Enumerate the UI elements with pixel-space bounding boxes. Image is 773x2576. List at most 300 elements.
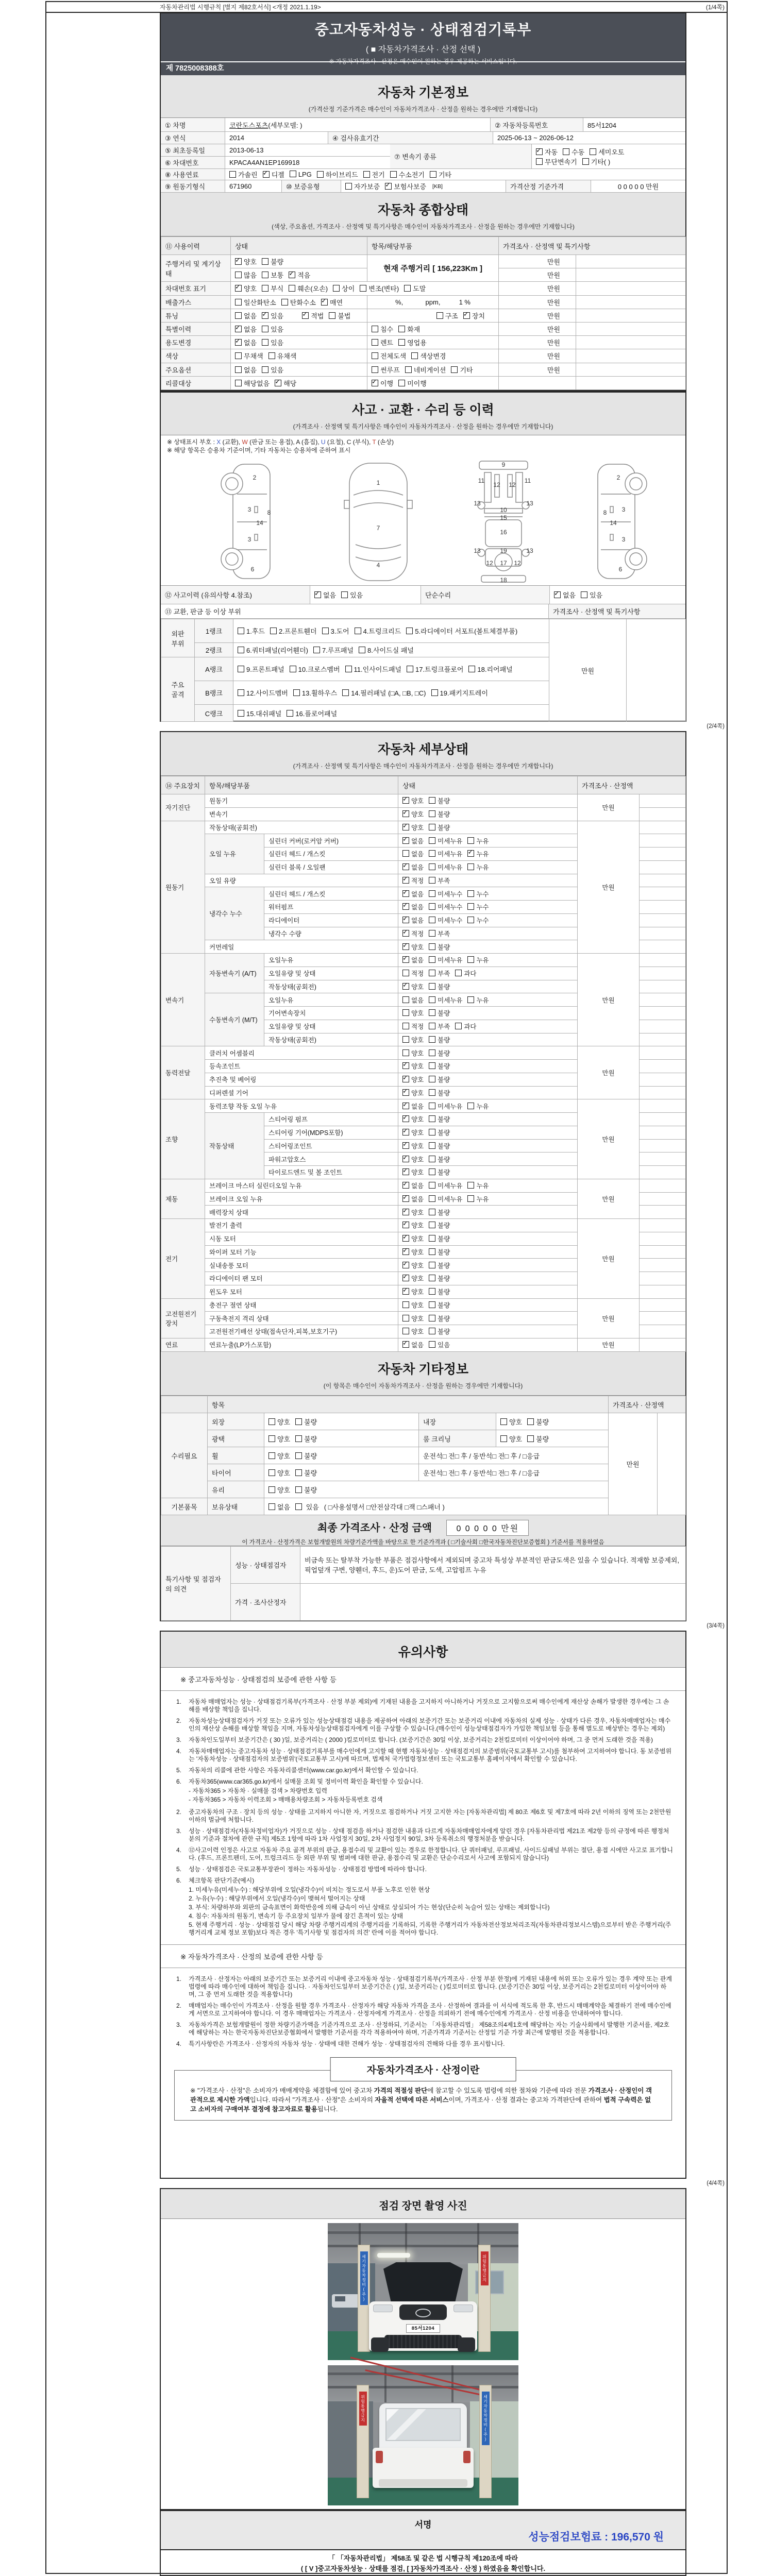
- unchecked-box-icon[interactable]: [290, 666, 296, 672]
- checkbox-option[interactable]: 양호: [500, 1434, 522, 1444]
- unchecked-box-icon[interactable]: [402, 1023, 409, 1029]
- checkbox-option[interactable]: 부족: [429, 876, 450, 885]
- unchecked-box-icon[interactable]: [390, 171, 397, 178]
- checkbox-option[interactable]: ✓ 없음: [402, 1181, 424, 1190]
- checkbox-option[interactable]: 일산화탄소: [235, 297, 276, 307]
- checkbox-option[interactable]: ✓ 양호: [402, 942, 424, 952]
- unchecked-box-icon[interactable]: [295, 1418, 302, 1425]
- checked-box-icon[interactable]: [402, 890, 409, 897]
- checked-box-icon[interactable]: [321, 299, 328, 306]
- checkbox-option[interactable]: 17.트렁크플로어: [407, 664, 463, 674]
- unchecked-box-icon[interactable]: [429, 1156, 435, 1162]
- unchecked-box-icon[interactable]: [341, 591, 348, 598]
- checkbox-option[interactable]: ✓ 양호: [402, 1075, 424, 1084]
- checkbox-option[interactable]: 양호: [500, 1417, 522, 1427]
- unchecked-box-icon[interactable]: [429, 1315, 435, 1321]
- unchecked-box-icon[interactable]: [402, 1049, 409, 1056]
- checkbox-option[interactable]: 누유: [467, 836, 489, 845]
- unchecked-box-icon[interactable]: [289, 285, 295, 292]
- checkbox-option[interactable]: LPG: [290, 171, 312, 178]
- checkbox-option[interactable]: ✓ 양호: [402, 1141, 424, 1150]
- unchecked-box-icon[interactable]: [429, 890, 435, 897]
- unchecked-box-icon[interactable]: [238, 689, 244, 696]
- checked-box-icon[interactable]: [402, 1288, 409, 1295]
- checkbox-option[interactable]: 불량: [429, 942, 450, 952]
- checkbox-option[interactable]: 불량: [429, 1088, 450, 1097]
- checked-box-icon[interactable]: [235, 285, 242, 292]
- checkbox-option[interactable]: 불량: [429, 1141, 450, 1150]
- unchecked-box-icon[interactable]: [429, 877, 435, 884]
- checked-box-icon[interactable]: [235, 258, 242, 265]
- checkbox-option[interactable]: 불량: [262, 257, 283, 266]
- checked-box-icon[interactable]: [402, 917, 409, 923]
- unchecked-box-icon[interactable]: [268, 1486, 275, 1493]
- checkbox-option[interactable]: 불량: [429, 1167, 450, 1177]
- unchecked-box-icon[interactable]: [467, 1103, 474, 1109]
- checkbox-option[interactable]: 누유: [467, 955, 489, 964]
- checkbox-option[interactable]: 불량: [429, 1048, 450, 1058]
- unchecked-box-icon[interactable]: [467, 917, 474, 923]
- unchecked-box-icon[interactable]: [342, 689, 349, 696]
- checkbox-option[interactable]: 전체도색: [372, 351, 406, 361]
- checkbox-option[interactable]: 유채색: [268, 351, 297, 361]
- checkbox-option[interactable]: 누유: [467, 862, 489, 872]
- checkbox-option[interactable]: 적정: [402, 969, 424, 978]
- unchecked-box-icon[interactable]: [360, 285, 366, 292]
- unchecked-box-icon[interactable]: [429, 1262, 435, 1268]
- unchecked-box-icon[interactable]: [429, 943, 435, 950]
- unchecked-box-icon[interactable]: [402, 1328, 409, 1334]
- unchecked-box-icon[interactable]: [262, 339, 268, 346]
- checkbox-option[interactable]: 미세누유: [429, 1194, 462, 1204]
- checkbox-option[interactable]: 양호: [402, 1300, 424, 1310]
- checkbox-option[interactable]: 불량: [429, 1061, 450, 1071]
- checkbox-option[interactable]: 불량: [429, 1234, 450, 1243]
- checkbox-option[interactable]: ✓ 양호: [402, 1247, 424, 1257]
- checkbox-option[interactable]: 도말: [404, 283, 426, 293]
- checkbox-option[interactable]: 불량: [429, 1314, 450, 1323]
- checkbox-option[interactable]: 미세누유: [429, 995, 462, 1005]
- checkbox-option[interactable]: 부족: [429, 969, 450, 978]
- checked-box-icon[interactable]: [402, 1076, 409, 1082]
- checkbox-option[interactable]: 썬루프: [372, 365, 400, 375]
- checkbox-option[interactable]: ✓ 양호: [402, 1155, 424, 1164]
- unchecked-box-icon[interactable]: [429, 1089, 435, 1096]
- checkbox-option[interactable]: 전기: [363, 170, 385, 179]
- checkbox-option[interactable]: 불량: [527, 1417, 549, 1427]
- checkbox-option[interactable]: 화재: [398, 324, 420, 334]
- checkbox-option[interactable]: ✓ 있음: [262, 311, 283, 320]
- checked-box-icon[interactable]: [402, 903, 409, 910]
- checkbox-option[interactable]: ✓ 양호: [402, 796, 424, 805]
- unchecked-box-icon[interactable]: [268, 1469, 275, 1476]
- checkbox-option[interactable]: 구조: [436, 311, 458, 320]
- checked-box-icon[interactable]: [402, 983, 409, 990]
- checkbox-option[interactable]: ✓ 디젤: [263, 170, 284, 179]
- checkbox-option[interactable]: 불량: [429, 1261, 450, 1270]
- checked-box-icon[interactable]: [402, 877, 409, 884]
- unchecked-box-icon[interactable]: [429, 1248, 435, 1255]
- checkbox-option[interactable]: 부족: [429, 1022, 450, 1031]
- checkbox-option[interactable]: ✓ 양호: [402, 1274, 424, 1283]
- checked-box-icon[interactable]: [402, 1142, 409, 1149]
- checkbox-option[interactable]: 없음: [268, 1502, 290, 1512]
- checkbox-option[interactable]: 보통: [262, 270, 283, 280]
- checked-box-icon[interactable]: [402, 1209, 409, 1215]
- checked-box-icon[interactable]: [402, 943, 409, 950]
- checkbox-option[interactable]: 3.도어: [322, 626, 349, 636]
- checkbox-option[interactable]: 불량: [429, 1247, 450, 1257]
- unchecked-box-icon[interactable]: [451, 366, 458, 373]
- unchecked-box-icon[interactable]: [405, 366, 412, 373]
- checkbox-option[interactable]: 영업용: [398, 337, 427, 347]
- unchecked-box-icon[interactable]: [590, 148, 596, 155]
- unchecked-box-icon[interactable]: [563, 148, 569, 155]
- checkbox-option[interactable]: ✓ 양호: [402, 1128, 424, 1137]
- checkbox-option[interactable]: 누유: [467, 1181, 489, 1190]
- unchecked-box-icon[interactable]: [429, 956, 435, 963]
- unchecked-box-icon[interactable]: [500, 1418, 507, 1425]
- checkbox-option[interactable]: 많음: [235, 270, 257, 280]
- unchecked-box-icon[interactable]: [235, 366, 242, 373]
- unchecked-box-icon[interactable]: [295, 1452, 302, 1459]
- checkbox-option[interactable]: ✓ 양호: [402, 1261, 424, 1270]
- unchecked-box-icon[interactable]: [429, 1023, 435, 1029]
- unchecked-box-icon[interactable]: [429, 1103, 435, 1109]
- unchecked-box-icon[interactable]: [581, 591, 587, 598]
- checkbox-option[interactable]: ✓ 없음: [235, 324, 257, 334]
- checkbox-option[interactable]: 부족: [429, 929, 450, 938]
- unchecked-box-icon[interactable]: [329, 312, 335, 319]
- checkbox-option[interactable]: 세미오토: [590, 147, 624, 157]
- checkbox-option[interactable]: 6.쿼터패널(리어휀더): [238, 645, 308, 655]
- unchecked-box-icon[interactable]: [467, 837, 474, 844]
- checkbox-option[interactable]: 양호: [402, 1035, 424, 1044]
- checkbox-option[interactable]: 네비게이션: [405, 365, 446, 375]
- unchecked-box-icon[interactable]: [429, 970, 435, 976]
- checkbox-option[interactable]: ✓ 양호: [402, 1208, 424, 1217]
- checkbox-option[interactable]: 있음: [581, 590, 602, 600]
- unchecked-box-icon[interactable]: [429, 1341, 435, 1348]
- checked-box-icon[interactable]: [402, 930, 409, 937]
- checked-box-icon[interactable]: [536, 148, 543, 155]
- unchecked-box-icon[interactable]: [322, 628, 329, 634]
- unchecked-box-icon[interactable]: [467, 863, 474, 870]
- unchecked-box-icon[interactable]: [402, 850, 409, 857]
- unchecked-box-icon[interactable]: [431, 689, 438, 696]
- checked-box-icon[interactable]: [402, 824, 409, 831]
- checkbox-option[interactable]: ✓ 이행: [372, 378, 393, 388]
- checkbox-option[interactable]: 과다: [455, 1022, 476, 1031]
- checkbox-option[interactable]: 누유: [467, 1101, 489, 1111]
- checkbox-option[interactable]: 불량: [429, 1114, 450, 1124]
- checkbox-option[interactable]: 양호: [268, 1485, 290, 1495]
- checkbox-option[interactable]: 미세누유: [429, 1181, 462, 1190]
- unchecked-box-icon[interactable]: [262, 258, 268, 265]
- unchecked-box-icon[interactable]: [262, 272, 268, 278]
- unchecked-box-icon[interactable]: [295, 1469, 302, 1476]
- checkbox-option[interactable]: ✓ 적정: [402, 929, 424, 938]
- unchecked-box-icon[interactable]: [355, 628, 361, 634]
- unchecked-box-icon[interactable]: [290, 171, 296, 177]
- checkbox-option[interactable]: 미세누유: [429, 836, 462, 845]
- unchecked-box-icon[interactable]: [429, 824, 435, 831]
- checkbox-option[interactable]: 적정: [402, 1022, 424, 1031]
- checked-box-icon[interactable]: [402, 810, 409, 817]
- checkbox-option[interactable]: 있음: [429, 1340, 450, 1349]
- unchecked-box-icon[interactable]: [429, 837, 435, 844]
- unchecked-box-icon[interactable]: [398, 380, 405, 386]
- checkbox-option[interactable]: 양호: [402, 1314, 424, 1323]
- unchecked-box-icon[interactable]: [467, 996, 474, 1003]
- checkbox-option[interactable]: 미세누유: [429, 862, 462, 872]
- checkbox-option[interactable]: ✓ 적법: [302, 311, 324, 320]
- unchecked-box-icon[interactable]: [295, 1435, 302, 1442]
- checked-box-icon[interactable]: [289, 272, 295, 278]
- checkbox-option[interactable]: ✓ 양호: [235, 283, 257, 293]
- unchecked-box-icon[interactable]: [238, 710, 244, 717]
- checkbox-option[interactable]: 가솔린: [229, 170, 258, 179]
- unchecked-box-icon[interactable]: [262, 285, 268, 292]
- checkbox-option[interactable]: ✓ 없음: [402, 1340, 424, 1349]
- unchecked-box-icon[interactable]: [235, 312, 242, 319]
- checkbox-option[interactable]: 불량: [295, 1417, 317, 1427]
- checkbox-option[interactable]: 불량: [429, 1075, 450, 1084]
- unchecked-box-icon[interactable]: [402, 1009, 409, 1016]
- unchecked-box-icon[interactable]: [363, 171, 370, 178]
- checkbox-option[interactable]: ✓ 없음: [402, 902, 424, 911]
- unchecked-box-icon[interactable]: [398, 339, 405, 346]
- checkbox-option[interactable]: ✓ 매연: [321, 297, 343, 307]
- checkbox-option[interactable]: ✓ 없음: [554, 590, 576, 600]
- checked-box-icon[interactable]: [402, 1103, 409, 1109]
- checkbox-option[interactable]: 부식: [262, 283, 283, 293]
- unchecked-box-icon[interactable]: [430, 171, 436, 178]
- checkbox-option[interactable]: ✓ 해당: [275, 378, 296, 388]
- unchecked-box-icon[interactable]: [262, 326, 268, 332]
- checkbox-option[interactable]: 누유: [467, 995, 489, 1005]
- unchecked-box-icon[interactable]: [372, 352, 378, 359]
- checkbox-option[interactable]: ✓ 없음: [402, 1101, 424, 1111]
- checked-box-icon[interactable]: [385, 183, 392, 190]
- checkbox-option[interactable]: 있음: [262, 365, 283, 375]
- checkbox-option[interactable]: ✓ 양호: [402, 1114, 424, 1124]
- unchecked-box-icon[interactable]: [527, 1435, 534, 1442]
- checkbox-option[interactable]: 색상변경: [411, 351, 446, 361]
- checkbox-option[interactable]: ✓ 없음: [314, 590, 336, 600]
- unchecked-box-icon[interactable]: [500, 1435, 507, 1442]
- checked-box-icon[interactable]: [463, 312, 470, 319]
- unchecked-box-icon[interactable]: [268, 1435, 275, 1442]
- checkbox-option[interactable]: 미세누수: [429, 916, 462, 925]
- unchecked-box-icon[interactable]: [429, 917, 435, 923]
- checkbox-option[interactable]: 있음: [341, 590, 363, 600]
- checkbox-option[interactable]: 변조(변타): [360, 283, 399, 293]
- checked-box-icon[interactable]: [402, 1248, 409, 1255]
- unchecked-box-icon[interactable]: [281, 299, 288, 306]
- unchecked-box-icon[interactable]: [429, 1235, 435, 1242]
- checkbox-option[interactable]: 불량: [429, 1274, 450, 1283]
- unchecked-box-icon[interactable]: [372, 326, 378, 332]
- checkbox-option[interactable]: 없음: [235, 365, 257, 375]
- checked-box-icon[interactable]: [235, 339, 242, 346]
- unchecked-box-icon[interactable]: [270, 628, 277, 634]
- unchecked-box-icon[interactable]: [467, 903, 474, 910]
- unchecked-box-icon[interactable]: [582, 158, 589, 165]
- unchecked-box-icon[interactable]: [429, 1049, 435, 1056]
- checkbox-option[interactable]: 불량: [429, 809, 450, 819]
- checkbox-option[interactable]: 불량: [429, 1221, 450, 1230]
- checked-box-icon[interactable]: [275, 380, 281, 386]
- unchecked-box-icon[interactable]: [468, 666, 475, 672]
- checkbox-option[interactable]: 11.인사이드패널: [345, 664, 401, 674]
- unchecked-box-icon[interactable]: [455, 970, 462, 976]
- unchecked-box-icon[interactable]: [429, 1036, 435, 1043]
- unchecked-box-icon[interactable]: [268, 352, 275, 359]
- unchecked-box-icon[interactable]: [295, 1486, 302, 1493]
- checkbox-option[interactable]: ✓ 양호: [402, 982, 424, 991]
- checked-box-icon[interactable]: [372, 380, 378, 386]
- checkbox-option[interactable]: ✓ 양호: [402, 1167, 424, 1177]
- unchecked-box-icon[interactable]: [429, 1115, 435, 1122]
- unchecked-box-icon[interactable]: [429, 797, 435, 804]
- checkbox-option[interactable]: 15.대쉬패널: [238, 708, 281, 718]
- checked-box-icon[interactable]: [554, 591, 561, 598]
- checkbox-option[interactable]: ✓ 없음: [402, 836, 424, 845]
- checkbox-option[interactable]: 기타: [430, 170, 451, 179]
- unchecked-box-icon[interactable]: [293, 689, 300, 696]
- checkbox-option[interactable]: 수소전기: [390, 170, 425, 179]
- checkbox-option[interactable]: 누수: [467, 916, 489, 925]
- checkbox-option[interactable]: ✓ 없음: [235, 337, 257, 347]
- unchecked-box-icon[interactable]: [429, 1301, 435, 1308]
- unchecked-box-icon[interactable]: [313, 647, 320, 653]
- checkbox-option[interactable]: 19.패키지트레이: [431, 688, 488, 698]
- unchecked-box-icon[interactable]: [235, 299, 242, 306]
- unchecked-box-icon[interactable]: [402, 1036, 409, 1043]
- checked-box-icon[interactable]: [402, 1262, 409, 1268]
- unchecked-box-icon[interactable]: [467, 956, 474, 963]
- checked-box-icon[interactable]: [402, 1195, 409, 1202]
- checkbox-option[interactable]: 불량: [295, 1485, 317, 1495]
- unchecked-box-icon[interactable]: [406, 628, 413, 634]
- checked-box-icon[interactable]: [402, 1156, 409, 1162]
- unchecked-box-icon[interactable]: [295, 1503, 302, 1510]
- checked-box-icon[interactable]: [402, 1235, 409, 1242]
- checked-box-icon[interactable]: [402, 863, 409, 870]
- checkbox-option[interactable]: 훼손(오손): [289, 283, 328, 293]
- checkbox-option[interactable]: ✓ 양호: [402, 1221, 424, 1230]
- unchecked-box-icon[interactable]: [467, 1195, 474, 1202]
- checkbox-option[interactable]: 불량: [295, 1451, 317, 1461]
- checked-box-icon[interactable]: [402, 1341, 409, 1348]
- unchecked-box-icon[interactable]: [536, 158, 543, 165]
- checkbox-option[interactable]: ✓ 장치: [463, 311, 485, 320]
- unchecked-box-icon[interactable]: [404, 285, 411, 292]
- unchecked-box-icon[interactable]: [429, 1195, 435, 1202]
- checkbox-option[interactable]: 18.리어패널: [468, 664, 512, 674]
- checked-box-icon[interactable]: [314, 591, 321, 598]
- checked-box-icon[interactable]: [263, 171, 270, 178]
- unchecked-box-icon[interactable]: [467, 890, 474, 897]
- checkbox-option[interactable]: ✓ 없음: [402, 955, 424, 964]
- checkbox-option[interactable]: 자가보증: [345, 181, 380, 191]
- checkbox-option[interactable]: 1.후드: [238, 626, 265, 636]
- checkbox-option[interactable]: 하이브리드: [317, 170, 358, 179]
- unchecked-box-icon[interactable]: [429, 930, 435, 937]
- unchecked-box-icon[interactable]: [429, 810, 435, 817]
- checkbox-option[interactable]: 침수: [372, 324, 393, 334]
- unchecked-box-icon[interactable]: [235, 272, 242, 278]
- checkbox-option[interactable]: 13.휠하우스: [293, 688, 337, 698]
- checkbox-option[interactable]: 미세누유: [429, 1101, 462, 1111]
- checkbox-option[interactable]: 없음: [402, 849, 424, 858]
- checkbox-option[interactable]: 불량: [429, 823, 450, 832]
- checkbox-option[interactable]: 불량: [429, 1208, 450, 1217]
- checkbox-option[interactable]: ✓ 양호: [402, 809, 424, 819]
- unchecked-box-icon[interactable]: [345, 666, 352, 672]
- unchecked-box-icon[interactable]: [467, 1182, 474, 1189]
- unchecked-box-icon[interactable]: [317, 171, 324, 178]
- checked-box-icon[interactable]: [402, 1129, 409, 1136]
- unchecked-box-icon[interactable]: [429, 1209, 435, 1215]
- checkbox-option[interactable]: ✓ 누유: [467, 849, 489, 858]
- checkbox-option[interactable]: 있음: [262, 324, 283, 334]
- checkbox-option[interactable]: ✓양호: [235, 257, 257, 266]
- checkbox-option[interactable]: ✓ 없음: [402, 862, 424, 872]
- unchecked-box-icon[interactable]: [429, 850, 435, 857]
- unchecked-box-icon[interactable]: [402, 970, 409, 976]
- checked-box-icon[interactable]: [402, 1089, 409, 1096]
- unchecked-box-icon[interactable]: [402, 1301, 409, 1308]
- checkbox-option[interactable]: 16.플로어패널: [287, 708, 337, 718]
- checkbox-option[interactable]: 불량: [295, 1434, 317, 1444]
- checkbox-option[interactable]: 있음: [295, 1502, 319, 1512]
- checkbox-option[interactable]: 4.트렁크리드: [355, 626, 401, 636]
- checkbox-option[interactable]: 미세누유: [429, 849, 462, 858]
- unchecked-box-icon[interactable]: [429, 996, 435, 1003]
- checkbox-option[interactable]: ✓ 적음: [289, 270, 310, 280]
- checkbox-option[interactable]: 불량: [429, 1300, 450, 1310]
- unchecked-box-icon[interactable]: [268, 1418, 275, 1425]
- checkbox-option[interactable]: 불량: [429, 1287, 450, 1296]
- unchecked-box-icon[interactable]: [333, 285, 340, 292]
- checkbox-option[interactable]: 불량: [295, 1468, 317, 1478]
- checkbox-option[interactable]: ✓ 보험사보증: [385, 181, 426, 191]
- checked-box-icon[interactable]: [402, 797, 409, 804]
- checkbox-option[interactable]: 양호: [268, 1417, 290, 1427]
- checkbox-option[interactable]: 탄화수소: [281, 297, 316, 307]
- checkbox-option[interactable]: 미세누수: [429, 902, 462, 911]
- checkbox-option[interactable]: 양호: [402, 1048, 424, 1058]
- checkbox-option[interactable]: ✓ 양호: [402, 1061, 424, 1071]
- checkbox-option[interactable]: 기타( ): [582, 157, 610, 166]
- checkbox-option[interactable]: 양호: [268, 1451, 290, 1461]
- checkbox-option[interactable]: ✓자동: [536, 147, 558, 157]
- unchecked-box-icon[interactable]: [345, 183, 352, 190]
- checkbox-option[interactable]: 2.프론트휀더: [270, 626, 317, 636]
- checkbox-option[interactable]: 양호: [402, 1008, 424, 1018]
- checked-box-icon[interactable]: [402, 1275, 409, 1281]
- unchecked-box-icon[interactable]: [429, 983, 435, 990]
- checkbox-option[interactable]: 5.라디에이터 서포트(볼트체결부품): [406, 626, 517, 636]
- checked-box-icon[interactable]: [402, 1182, 409, 1189]
- unchecked-box-icon[interactable]: [429, 1288, 435, 1295]
- checkbox-option[interactable]: 없음: [235, 311, 257, 320]
- checkbox-option[interactable]: ✓ 없음: [402, 916, 424, 925]
- unchecked-box-icon[interactable]: [527, 1418, 534, 1425]
- checkbox-option[interactable]: 렌트: [372, 337, 393, 347]
